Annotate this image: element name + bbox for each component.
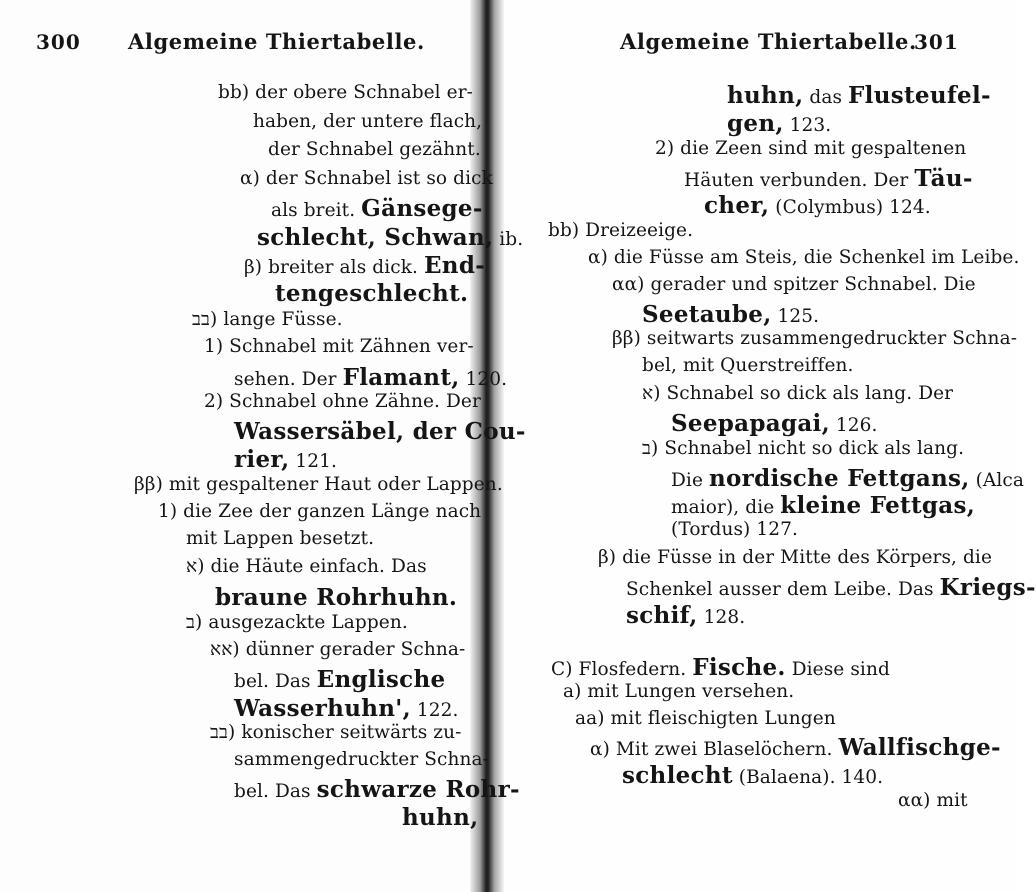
text-segment: β) die Füsse in der Mitte des Körpers, die bbox=[598, 547, 993, 568]
text-line bbox=[158, 503, 481, 522]
text-segment: (Colymbus) 124. bbox=[769, 197, 931, 218]
text-segment: 1) Schnabel mit Zähnen ver- bbox=[204, 336, 474, 357]
text-line bbox=[671, 494, 975, 518]
text-segment: α) Mit zwei Blaselöchern. bbox=[590, 739, 839, 760]
text-segment: ββ) mit gespaltener Haut oder Lappen. bbox=[134, 474, 503, 495]
text-segment: א) die Häute einfach. Das bbox=[186, 556, 427, 577]
emphasized-term: kleine Fettgas, bbox=[780, 492, 976, 519]
text-segment: (Balaena). 140. bbox=[732, 767, 884, 788]
text-line bbox=[588, 249, 1019, 268]
emphasized-term: End- bbox=[423, 252, 486, 279]
text-line bbox=[234, 697, 459, 721]
emphasized-term: cher, bbox=[704, 192, 770, 219]
emphasized-term: schlecht bbox=[622, 762, 733, 789]
text-segment: a) mit Lungen versehen. bbox=[563, 681, 795, 702]
text-line bbox=[257, 226, 523, 250]
text-segment: das bbox=[803, 87, 849, 108]
text-segment: β) breiter als dick. bbox=[244, 257, 424, 278]
emphasized-term: Wassersäbel, der Cou- bbox=[234, 418, 526, 445]
text-segment: bel. Das bbox=[234, 671, 317, 692]
text-segment: Schenkel ausser dem Leibe. Das bbox=[626, 579, 940, 600]
text-line bbox=[210, 724, 462, 743]
text-segment: 128. bbox=[697, 607, 746, 628]
emphasized-term: Flusteufel- bbox=[848, 82, 991, 109]
text-segment: Die bbox=[671, 470, 709, 491]
text-line bbox=[642, 385, 953, 404]
text-line bbox=[234, 420, 526, 444]
emphasized-term: nordische Fettgans, bbox=[708, 465, 970, 492]
text-line bbox=[186, 558, 427, 577]
text-segment: als breit. bbox=[271, 200, 362, 221]
text-line bbox=[218, 84, 473, 103]
text-segment: αα) gerader und spitzer Schnabel. Die bbox=[612, 274, 976, 295]
text-line bbox=[642, 440, 964, 459]
emphasized-term: huhn, bbox=[727, 82, 804, 109]
emphasized-term: braune Rohrhuhn. bbox=[215, 584, 458, 611]
emphasized-term: rier, bbox=[234, 446, 290, 473]
text-line bbox=[642, 303, 819, 327]
text-segment: bb) Dreizeeige. bbox=[548, 220, 694, 241]
text-line bbox=[234, 668, 445, 692]
text-segment: sammengedruckter Schna- bbox=[234, 749, 489, 770]
text-segment: בב) konischer seitwärts zu- bbox=[210, 722, 462, 743]
text-line bbox=[210, 641, 465, 660]
text-line bbox=[548, 222, 693, 241]
emphasized-term: Fische. bbox=[692, 654, 786, 681]
text-segment: 120. bbox=[459, 369, 508, 390]
text-segment: 2) Schnabel ohne Zähne. Der bbox=[204, 391, 481, 412]
text-line bbox=[268, 141, 481, 160]
text-line bbox=[240, 170, 493, 189]
left-page-number: 300 bbox=[36, 30, 81, 54]
text-line bbox=[626, 604, 745, 628]
text-segment: ib. bbox=[493, 229, 524, 250]
text-line bbox=[898, 792, 968, 811]
text-line bbox=[402, 806, 478, 830]
text-segment: bb) der obere Schnabel er- bbox=[218, 82, 474, 103]
text-line bbox=[186, 530, 374, 549]
text-line bbox=[234, 448, 337, 472]
emphasized-term: Flamant, bbox=[342, 364, 460, 391]
emphasized-term: Seepapagai, bbox=[671, 410, 830, 437]
emphasized-term: gen, bbox=[727, 110, 784, 137]
text-line bbox=[244, 254, 485, 278]
text-line bbox=[215, 586, 457, 610]
text-line bbox=[275, 282, 468, 306]
emphasized-term: Seetaube, bbox=[642, 301, 772, 328]
text-segment: sehen. Der bbox=[234, 369, 343, 390]
text-segment: der Schnabel gezähnt. bbox=[268, 139, 481, 160]
text-segment: (Alca bbox=[969, 470, 1024, 491]
text-line bbox=[563, 683, 794, 702]
emphasized-term: schif, bbox=[626, 602, 698, 629]
text-line bbox=[727, 84, 991, 108]
text-segment: 2) die Zeen sind mit gespaltenen bbox=[655, 138, 967, 159]
emphasized-term: schwarze Rohr- bbox=[316, 776, 520, 803]
text-segment: αα) mit bbox=[898, 790, 968, 811]
right-page-number: 301 bbox=[914, 30, 959, 54]
text-segment: bel, mit Querstreiffen. bbox=[642, 355, 854, 376]
emphasized-term: Täu- bbox=[914, 165, 973, 192]
text-line bbox=[671, 521, 798, 540]
text-line bbox=[192, 311, 343, 330]
text-line bbox=[204, 338, 474, 357]
text-line bbox=[655, 140, 966, 159]
text-segment: mit Lappen besetzt. bbox=[186, 528, 375, 549]
text-segment: bel. Das bbox=[234, 781, 317, 802]
text-line bbox=[727, 112, 831, 136]
emphasized-term: Englische bbox=[316, 666, 446, 693]
text-segment: haben, der untere flach, bbox=[253, 111, 483, 132]
text-line bbox=[642, 357, 854, 376]
text-segment: 1) die Zee der ganzen Länge nach bbox=[158, 501, 482, 522]
text-line bbox=[622, 764, 883, 788]
text-line bbox=[253, 113, 482, 132]
text-segment: 122. bbox=[410, 700, 459, 721]
text-segment: Häuten verbunden. Der bbox=[684, 170, 915, 191]
text-line bbox=[598, 549, 992, 568]
text-line bbox=[590, 736, 1001, 760]
text-segment: maior), die bbox=[671, 497, 781, 518]
text-line bbox=[684, 167, 973, 191]
text-line bbox=[612, 276, 976, 295]
text-line bbox=[704, 194, 931, 218]
emphasized-term: Gänsege- bbox=[361, 195, 483, 222]
text-line bbox=[234, 751, 489, 770]
emphasized-term: Kriegs- bbox=[939, 574, 1036, 601]
text-segment: α) der Schnabel ist so dick bbox=[240, 168, 493, 189]
emphasized-term: tengeschlecht. bbox=[275, 280, 469, 307]
text-line bbox=[671, 467, 1024, 491]
text-segment: 121. bbox=[289, 451, 338, 472]
text-segment: ββ) seitwarts zusammengedruckter Schna- bbox=[612, 328, 1018, 349]
text-line bbox=[134, 476, 503, 495]
text-line bbox=[551, 656, 890, 680]
text-segment: א) Schnabel so dick als lang. Der bbox=[642, 383, 954, 404]
text-segment: ב) ausgezackte Lappen. bbox=[186, 612, 408, 633]
text-segment: אא) dünner gerader Schna- bbox=[210, 639, 466, 660]
emphasized-term: Wallfischge- bbox=[838, 734, 1001, 761]
emphasized-term: Wasserhuhn', bbox=[234, 695, 411, 722]
text-line bbox=[612, 330, 1017, 349]
emphasized-term: schlecht, Schwan, bbox=[257, 224, 494, 251]
text-segment: (Tordus) 127. bbox=[671, 519, 798, 540]
text-segment: C) Flosfedern. bbox=[551, 659, 693, 680]
text-line bbox=[234, 366, 507, 390]
text-line bbox=[671, 412, 877, 436]
text-segment: α) die Füsse am Steis, die Schenkel im Leibe. bbox=[588, 247, 1020, 268]
text-line bbox=[186, 614, 408, 633]
emphasized-term: huhn, bbox=[402, 804, 479, 831]
left-running-head: Algemeine Thiertabelle. bbox=[128, 29, 425, 54]
text-segment: Diese sind bbox=[785, 659, 890, 680]
text-segment: בב) lange Füsse. bbox=[192, 309, 343, 330]
text-segment: 126. bbox=[829, 415, 878, 436]
text-line bbox=[234, 778, 520, 802]
text-segment: aa) mit fleischigten Lungen bbox=[575, 708, 836, 729]
right-running-head: Algemeine Thiertabelle. bbox=[620, 29, 917, 54]
text-segment: 123. bbox=[783, 115, 832, 136]
text-line bbox=[626, 576, 1036, 600]
text-line bbox=[204, 393, 481, 412]
text-segment: 125. bbox=[771, 306, 820, 327]
text-line bbox=[271, 197, 483, 221]
text-line bbox=[575, 710, 836, 729]
text-segment: ב) Schnabel nicht so dick als lang. bbox=[642, 438, 965, 459]
